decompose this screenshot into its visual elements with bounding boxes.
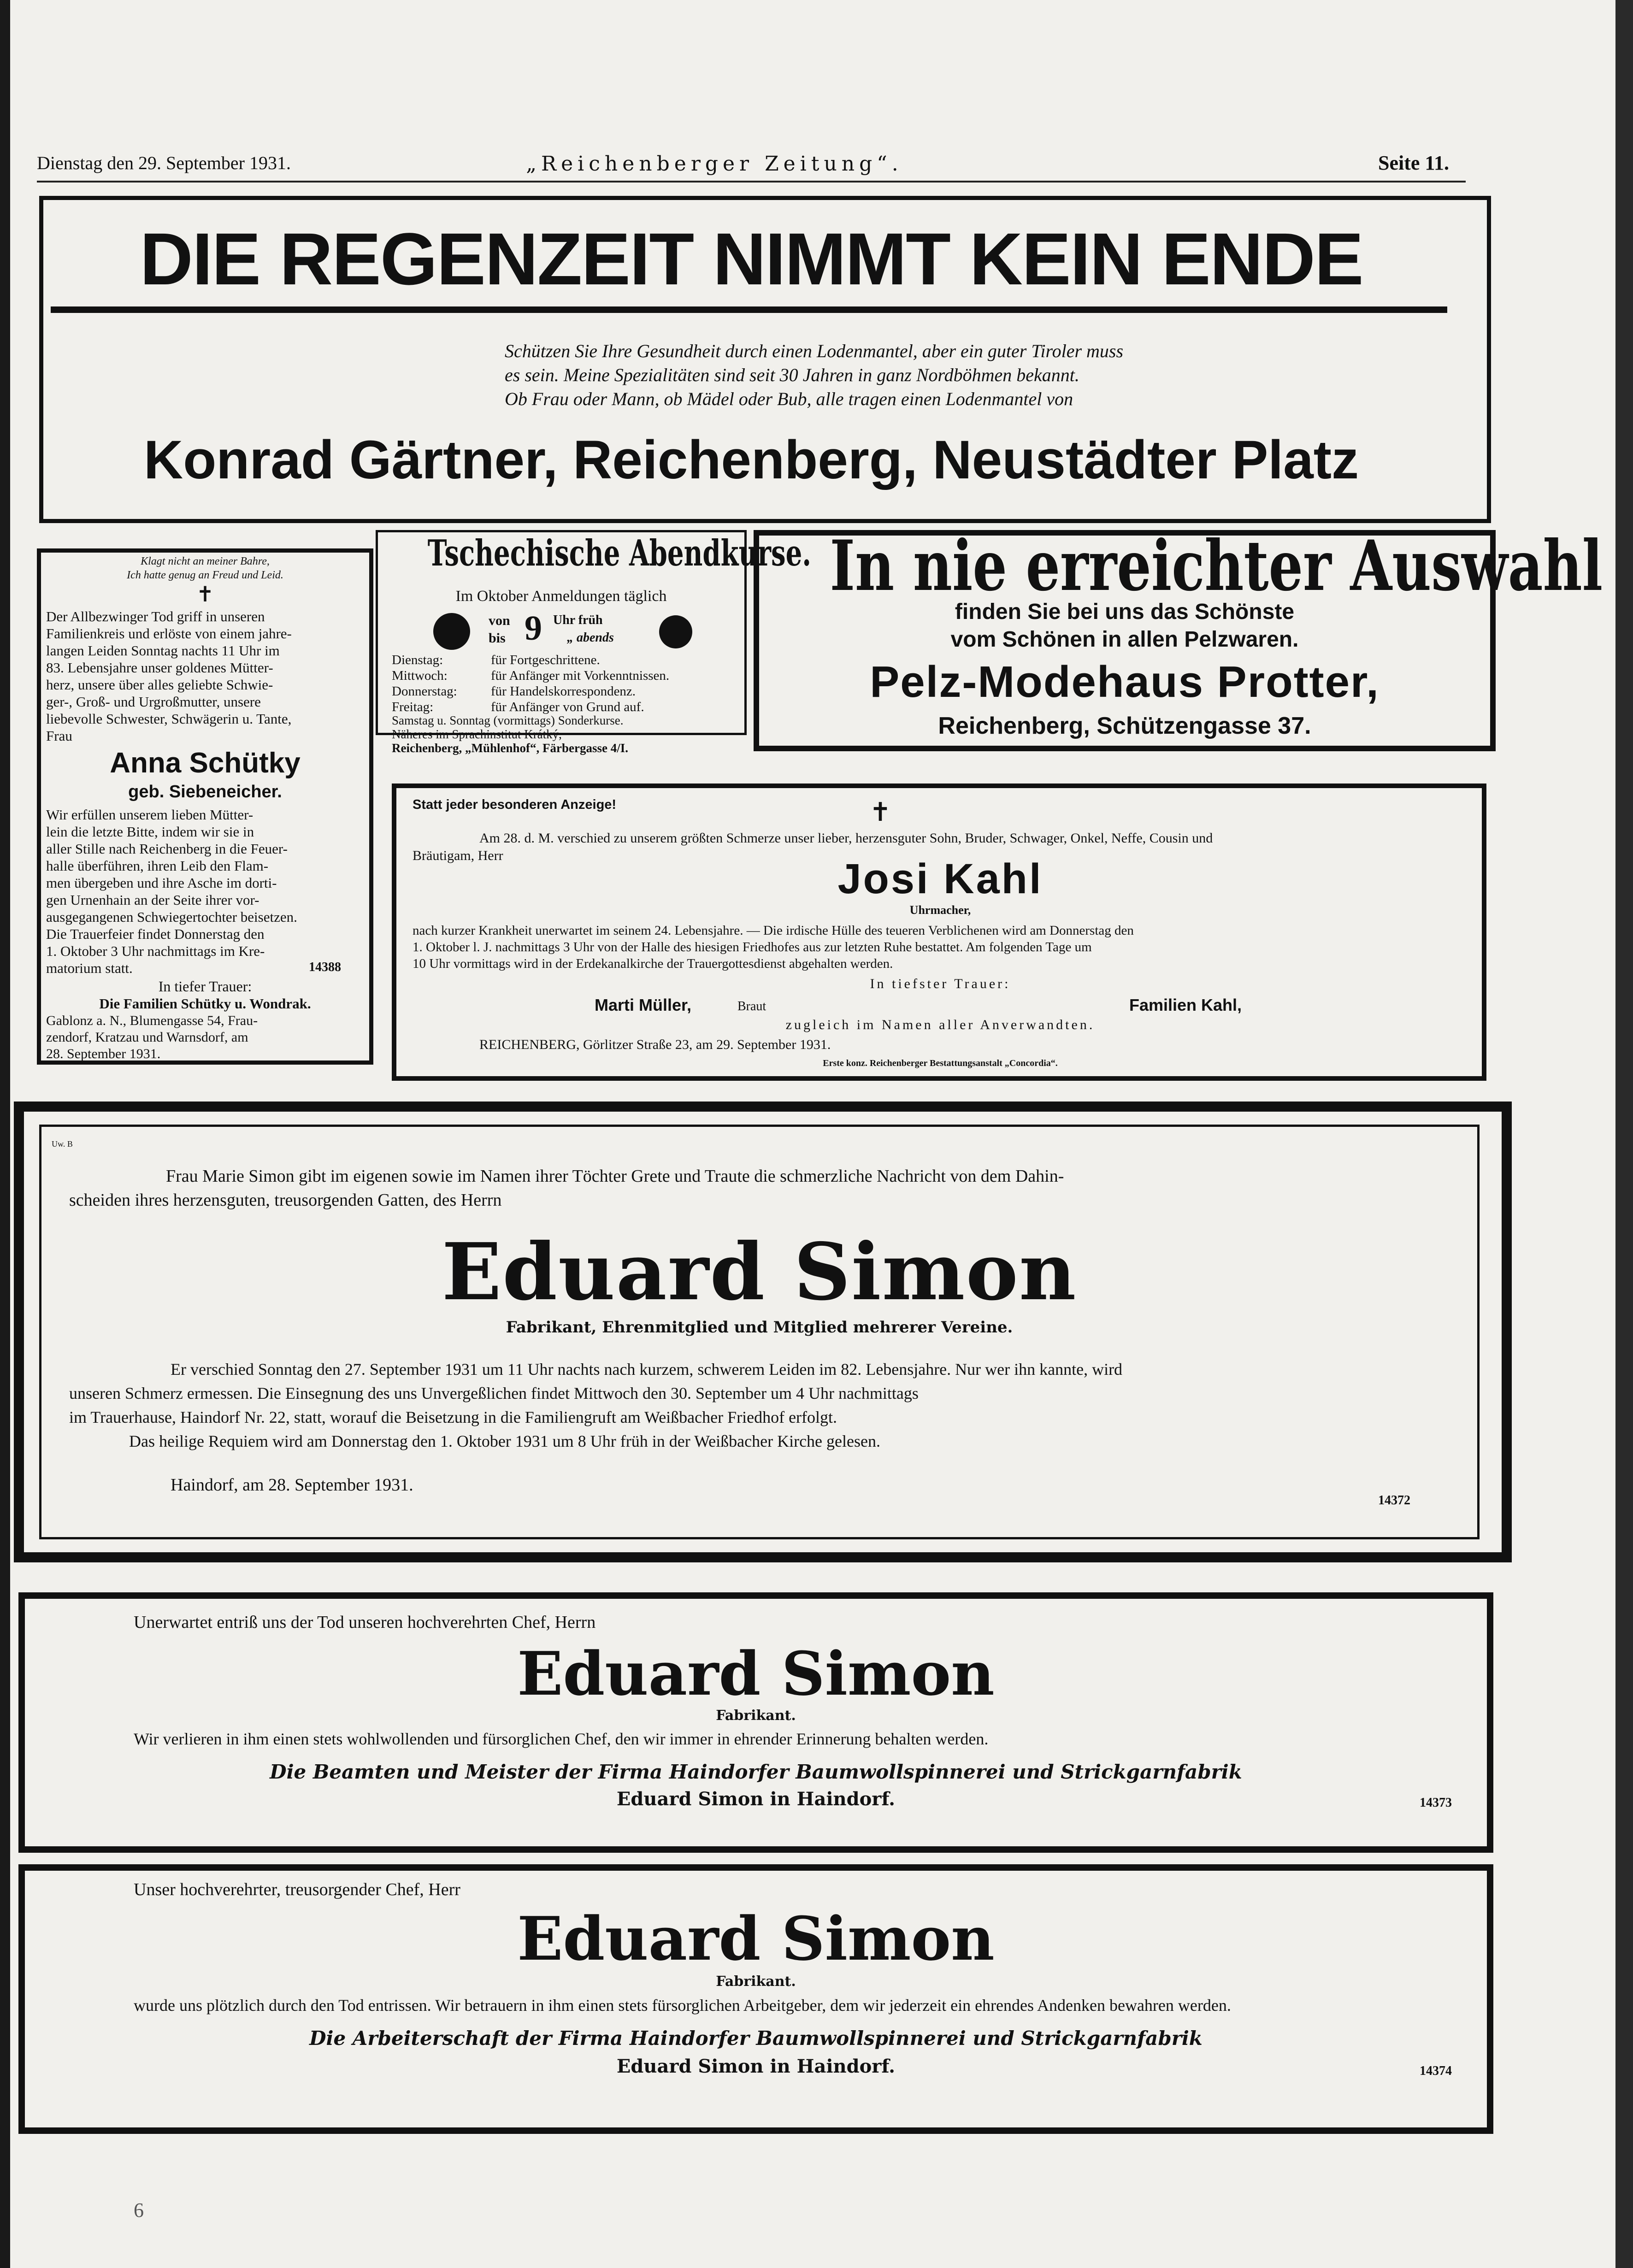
notice-kahl-line-2: Bräutigam, Herr [413,848,503,863]
notice-schuetky-text-2: langen Leiden Sonntag nachts 11 Uhr im [46,642,280,659]
notice-schuetky-text-1: Familienkreis und erlöste von einem jahre- [46,625,292,642]
notice-kahl-body-2: 10 Uhr vormittags wird in der Erdekanalkirche der Trauergottesdienst abgehalten werden. [413,956,893,971]
notice-schuetky-text2-0: Wir erfüllen unserem lieben Mütter- [46,807,253,823]
ad-kurse-day-2: Donnerstag: [392,684,457,699]
notice-simon-family-intro-0: Frau Marie Simon gibt im eigenen sowie im Namen ihrer Töchter Grete und Traute die schmerzliche Nachricht von dem Dahin- [166,1166,1064,1186]
footer-mark: 6 [134,2199,144,2221]
notice-simon-family-mark: Uw. B [52,1139,73,1149]
notice-kahl-body-1: 1. Oktober l. J. nachmittags 3 Uhr von der Halle des hiesigen Friedhofes aus zur letzten Ruhe bestattet. Am folgenden Tage um [413,940,1092,954]
notice-schuetky-place-1: zendorf, Kratzau und Warnsdorf, am [46,1030,248,1045]
ad-kurse-footer-2: Reichenberg, „Mühlenhof“, Färbergasse 4/I. [392,741,628,755]
notice-schuetky-number: 14388 [309,960,341,974]
cross-icon: ✝ [196,583,214,606]
notice-schuetky-text2-7: Die Trauerfeier findet Donnerstag den [46,926,265,942]
notice-simon-family-number: 14372 [1378,1493,1410,1508]
scan-edge-left [0,0,10,2268]
header-date: Dienstag den 29. September 1931. [37,153,291,173]
notice-simon-staff-name: Eduard Simon [517,1638,995,1709]
notice-schuetky-families: Die Familien Schütky u. Wondrak. [99,996,311,1012]
dot-right-icon [659,615,692,648]
notice-kahl-body-0: nach kurzer Krankheit unerwartet im seinem 24. Lebensjahre. — Die irdische Hülle des teueren Verblichenen wird am Donnerstag den [413,923,1134,938]
ad-kurse-what-0: für Fortgeschrittene. [491,653,600,667]
notice-kahl-intro: Statt jeder besonderen Anzeige! [413,797,617,812]
notice-schuetky-mourning: In tiefer Trauer: [158,978,252,995]
notice-schuetky-text-7: Frau [46,728,72,744]
ad-pelz-address: Reichenberg, Schützengasse 37. [938,713,1311,739]
notice-simon-family-body-0: Er verschied Sonntag den 27. September 1931 um 11 Uhr nachts nach kurzem, schwerem Leiden im 82. Lebensjahre. Nur wer ihn kannte, wird [171,1360,1123,1378]
notice-simon-workers-sign-1: Die Arbeiterschaft der Firma Haindorfer Baumwollspinnerei und Strickgarnfabrik [309,2027,1203,2050]
notice-simon-family-body-3: Das heilige Requiem wird am Donnerstag den 1. Oktober 1931 um 8 Uhr früh in der Weißbacher Kirche gelesen. [129,1432,880,1450]
ad-regenzeit-line-3: Ob Frau oder Mann, ob Mädel oder Bub, alle tragen einen Lodenmantel von [505,389,1073,409]
notice-schuetky-text2-6: ausgegangenen Schwiegertochter beisetzen. [46,909,297,925]
notice-schuetky-text2-4: men übergeben und ihre Asche im dorti- [46,875,277,891]
notice-schuetky-text-4: herz, unsere über alles geliebte Schwie- [46,677,273,693]
ad-pelz-line-1: finden Sie bei uns das Schönste [955,600,1295,624]
header-page-number: Seite 11. [1378,152,1449,174]
ad-regenzeit-line-1: Schützen Sie Ihre Gesundheit durch einen Lodenmantel, aber ein guter Tiroler muss [505,341,1124,361]
ad-pelz-firm: Pelz-Modehaus Protter, [870,657,1380,707]
notice-schuetky-text2-8: 1. Oktober 3 Uhr nachmittags im Kre- [46,943,265,959]
notice-kahl-families: Familien Kahl, [1129,996,1242,1014]
notice-simon-staff-number: 14373 [1420,1796,1452,1810]
notice-simon-family-titles: Fabrikant, Ehrenmitglied und Mitglied mehrerer Vereine. [506,1318,1013,1337]
ad-kurse-day-0: Dienstag: [392,653,443,667]
notice-simon-workers-number: 14374 [1420,2064,1452,2078]
notice-kahl-bride: Marti Müller, [595,996,692,1014]
ad-kurse-what-1: für Anfänger mit Vorkenntnissen. [491,668,670,683]
notice-simon-family-place: Haindorf, am 28. September 1931. [171,1475,413,1495]
notice-simon-staff-intro: Unerwartet entriß uns der Tod unseren hochverehrten Chef, Herrn [134,1613,596,1632]
ad-kurse-title: Tschechische Abendkurse. [427,532,811,574]
ad-kurse-what-3: für Anfänger von Grund auf. [491,700,644,714]
notice-simon-family-body-1: unseren Schmerz ermessen. Die Einsegnung des uns Unvergeßlichen findet Mittwoch den 30. September um 4 Uhr nachmittags [69,1384,919,1402]
ad-regenzeit-headline-rule [51,306,1447,313]
ad-pelz-headline: In nie erreichter Auswahl [830,525,1603,607]
dot-left-icon [433,613,470,650]
ad-kurse-day-1: Mittwoch: [392,668,448,683]
ad-regenzeit-firm: Konrad Gärtner, Reichenberg, Neustädter Platz [144,430,1359,490]
notice-kahl-bride-role: Braut [737,999,766,1013]
notice-kahl-occupation: Uhrmacher, [909,903,971,917]
notice-schuetky-text2-1: lein die letzte Bitte, indem wir sie in [46,824,254,840]
notice-simon-family-name: Eduard Simon [442,1226,1077,1318]
notice-simon-staff-line: Wir verlieren in ihm einen stets wohlwollenden und fürsorglichen Chef, den wir immer in ehrender Erinnerung behalten werden. [134,1730,989,1748]
header-paper-title: „Reichenberger Zeitung“. [526,152,903,176]
notice-simon-staff-sign-1: Die Beamten und Meister der Firma Haindorfer Baumwollspinnerei und Strickgarnfabrik [270,1761,1242,1783]
ad-regenzeit-headline: DIE REGENZEIT NIMMT KEIN ENDE [140,218,1363,300]
ad-kurse-day-3: Freitag: [392,700,434,714]
notice-schuetky-text2-3: halle überführen, ihren Leib den Flam- [46,858,269,874]
ad-kurse-abends: „ abends [567,630,614,645]
notice-schuetky-text-6: liebevolle Schwester, Schwägerin u. Tante, [46,711,292,727]
notice-schuetky-place-0: Gablonz a. N., Blumengasse 54, Frau- [46,1013,258,1028]
scan-edge-right [1615,0,1633,2268]
notice-simon-staff-title: Fabrikant. [716,1708,796,1724]
notice-kahl-undertaker: Erste konz. Reichenberger Bestattungsanstalt „Concordia“. [823,1058,1058,1068]
notice-schuetky-place-2: 28. September 1931. [46,1046,161,1061]
notice-kahl-place: REICHENBERG, Görlitzer Straße 23, am 29. September 1931. [479,1037,831,1052]
notice-schuetky-text-5: ger-, Groß- und Urgroßmutter, unsere [46,694,261,710]
notice-schuetky-text-0: Der Allbezwinger Tod griff in unseren [46,608,265,624]
ad-kurse-footer-1: Näheres im Sprachinstitut Krátký, [392,727,562,741]
ad-kurse-footer-0: Samstag u. Sonntag (vormittags) Sonderkurse. [392,713,624,727]
ad-regenzeit-line-2: es sein. Meine Spezialitäten sind seit 30 Jahren in ganz Nordböhmen bekannt. [505,365,1079,385]
notice-schuetky-name: Anna Schütky [110,747,301,779]
notice-schuetky-text2-5: gen Urnenhain an der Seite ihrer vor- [46,892,259,908]
notice-simon-workers-line: wurde uns plötzlich durch den Tod entrissen. Wir betrauern in ihm einen stets fürsorglichen Arbeitgeber, dem wir jederzeit ein ehrendes Andenken bewahren werden. [134,1996,1231,2015]
notice-schuetky-text2-2: aller Stille nach Reichenberg in die Feuer- [46,841,288,857]
notice-simon-workers-title: Fabrikant. [716,1973,796,1990]
ad-kurse-uhr-frueh: Uhr früh [553,613,603,627]
ad-kurse-bis: bis [489,630,506,646]
notice-schuetky-text2-9: matorium statt. [46,960,133,976]
ad-kurse-nine: 9 [525,609,542,648]
cross-icon: ✝ [869,798,891,827]
notice-schuetky-born: geb. Siebeneicher. [128,782,282,801]
notice-schuetky-text-3: 83. Lebensjahre unser goldenes Mütter- [46,660,273,676]
notice-schuetky-motto-2: Ich hatte genug an Freud und Leid. [127,569,283,581]
notice-simon-family-intro-1: scheiden ihres herzensguten, treusorgenden Gatten, des Herrn [69,1190,502,1210]
notice-kahl-also: zugleich im Namen aller Anverwandten. [785,1017,1095,1032]
ad-kurse-intro: Im Oktober Anmeldungen täglich [455,588,667,605]
notice-simon-workers-name: Eduard Simon [517,1903,995,1974]
ad-kurse-what-2: für Handelskorrespondenz. [491,684,636,699]
notice-simon-workers-intro: Unser hochverehrter, treusorgender Chef, Herr [134,1880,460,1899]
notice-simon-staff-sign-2: Eduard Simon in Haindorf. [616,1788,896,1810]
notice-kahl-name: Josi Kahl [837,855,1043,902]
notice-kahl-mourning: In tiefster Trauer: [870,976,1011,991]
notice-schuetky-motto-1: Klagt nicht an meiner Bahre, [141,555,270,567]
notice-simon-workers-sign-2: Eduard Simon in Haindorf. [616,2056,896,2077]
ad-pelz-line-2: vom Schönen in allen Pelzwaren. [950,627,1299,652]
ad-kurse-von: von [489,613,510,628]
header-rule [37,181,1466,183]
notice-simon-family-body-2: im Trauerhause, Haindorf Nr. 22, statt, worauf die Beisetzung in die Familiengruft am Weißbacher Friedhof erfolgt. [69,1408,837,1426]
notice-kahl-line-1: Am 28. d. M. verschied zu unserem größten Schmerze unser lieber, herzensguter Sohn, Bruder, Schwager, Onkel, Neffe, Cousin und [479,831,1213,846]
